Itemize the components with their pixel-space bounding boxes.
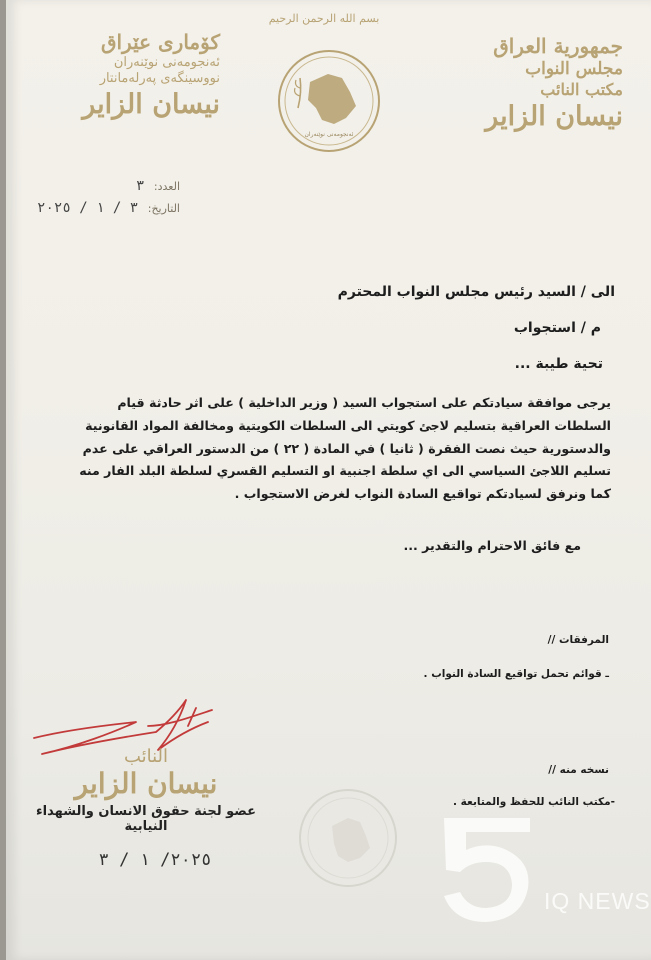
emblem-label: ئەنجومەنی نوێنەران — [304, 131, 354, 138]
copy-item: -مكتب النائب للحفظ والمتابعة . — [453, 796, 615, 808]
signature-block — [36, 746, 256, 834]
signature-name: نيسان الزاير — [74, 767, 218, 800]
header-left-kurdish — [20, 30, 220, 121]
signature-title: النائب — [123, 746, 169, 767]
date-label: التاريخ: — [147, 202, 180, 215]
embossed-seal-icon — [296, 786, 400, 890]
date-value: ٣ / ١ / ٢٠٢٥ — [37, 200, 139, 216]
paragraph-line: تسليم اللاجئ السياسي الى اي سلطة اجنبية او التسليم القسري لسلطة البلد الفار منه — [79, 463, 611, 479]
signature-role: عضو لجنة حقوق الانسان والشهداء النيابية — [36, 804, 256, 834]
number-label: العدد: — [153, 180, 180, 193]
header-line-name: نيسان الزاير — [485, 101, 623, 133]
iq-news-logo-icon — [436, 808, 538, 926]
header-line-office-ku: نووسینگەی پەرلەمانتار — [99, 71, 220, 87]
paragraph-line: يرجى موافقة سيادتكم على استجواب السيد ( وزير الداخلية ) على اثر حادثة قيام — [117, 395, 611, 410]
reference-meta — [20, 178, 180, 222]
header-line-republic-ku: كۆماری عێراق — [100, 30, 220, 54]
header-line-republic: جمهورية العراق — [493, 34, 623, 58]
attachments-label: المرفقات // — [547, 634, 609, 646]
regards-line: مع فائق الاحترام والتقدير ... — [403, 538, 581, 553]
signature-date: ٢٠٢٥/ ١ / ٣ — [98, 850, 212, 870]
reference-date — [20, 200, 180, 216]
basmala: بسم الله الرحمن الرحيم — [268, 12, 380, 25]
letter-paper — [6, 0, 651, 960]
header-line-council: مجلس النواب — [525, 59, 623, 79]
header-line-office: مكتب النائب — [540, 80, 623, 100]
paragraph-line: السلطات العراقية بتسليم لاجئ كويتي الى السلطات الكويتية ومخالفة المواد القانونية — [85, 417, 611, 433]
recipient-line: الى / السيد رئيس مجلس النواب المحترم — [337, 284, 615, 300]
header-line-name-ku: نيسان الزاير — [82, 88, 220, 120]
parliament-emblem-icon — [276, 48, 382, 154]
subject-line: م / استجواب — [513, 320, 601, 336]
paragraph-line: كما ونرفق لسيادتكم تواقيع السادة النواب لغرض الاستجواب . — [234, 486, 611, 502]
header-right-arabic — [433, 34, 623, 134]
paragraph-line: والدستورية حيث نصت الفقرة ( ثانيا ) في المادة ( ٢٢ ) من الدستور العراقي على عدم — [82, 440, 611, 456]
letter-paragraph — [47, 392, 611, 506]
copy-label: نسخه منه // — [548, 764, 609, 776]
header-line-council-ku: ئەنجومەنی نوێنەران — [113, 55, 220, 70]
reference-number — [20, 178, 180, 194]
attachments-item: ـ قوائم تحمل تواقيع السادة النواب . — [423, 668, 609, 680]
watermark-text: IQ NEWS — [544, 888, 651, 914]
number-value: ٣ — [135, 178, 145, 194]
greeting-line: تحية طيبة ... — [514, 356, 603, 372]
